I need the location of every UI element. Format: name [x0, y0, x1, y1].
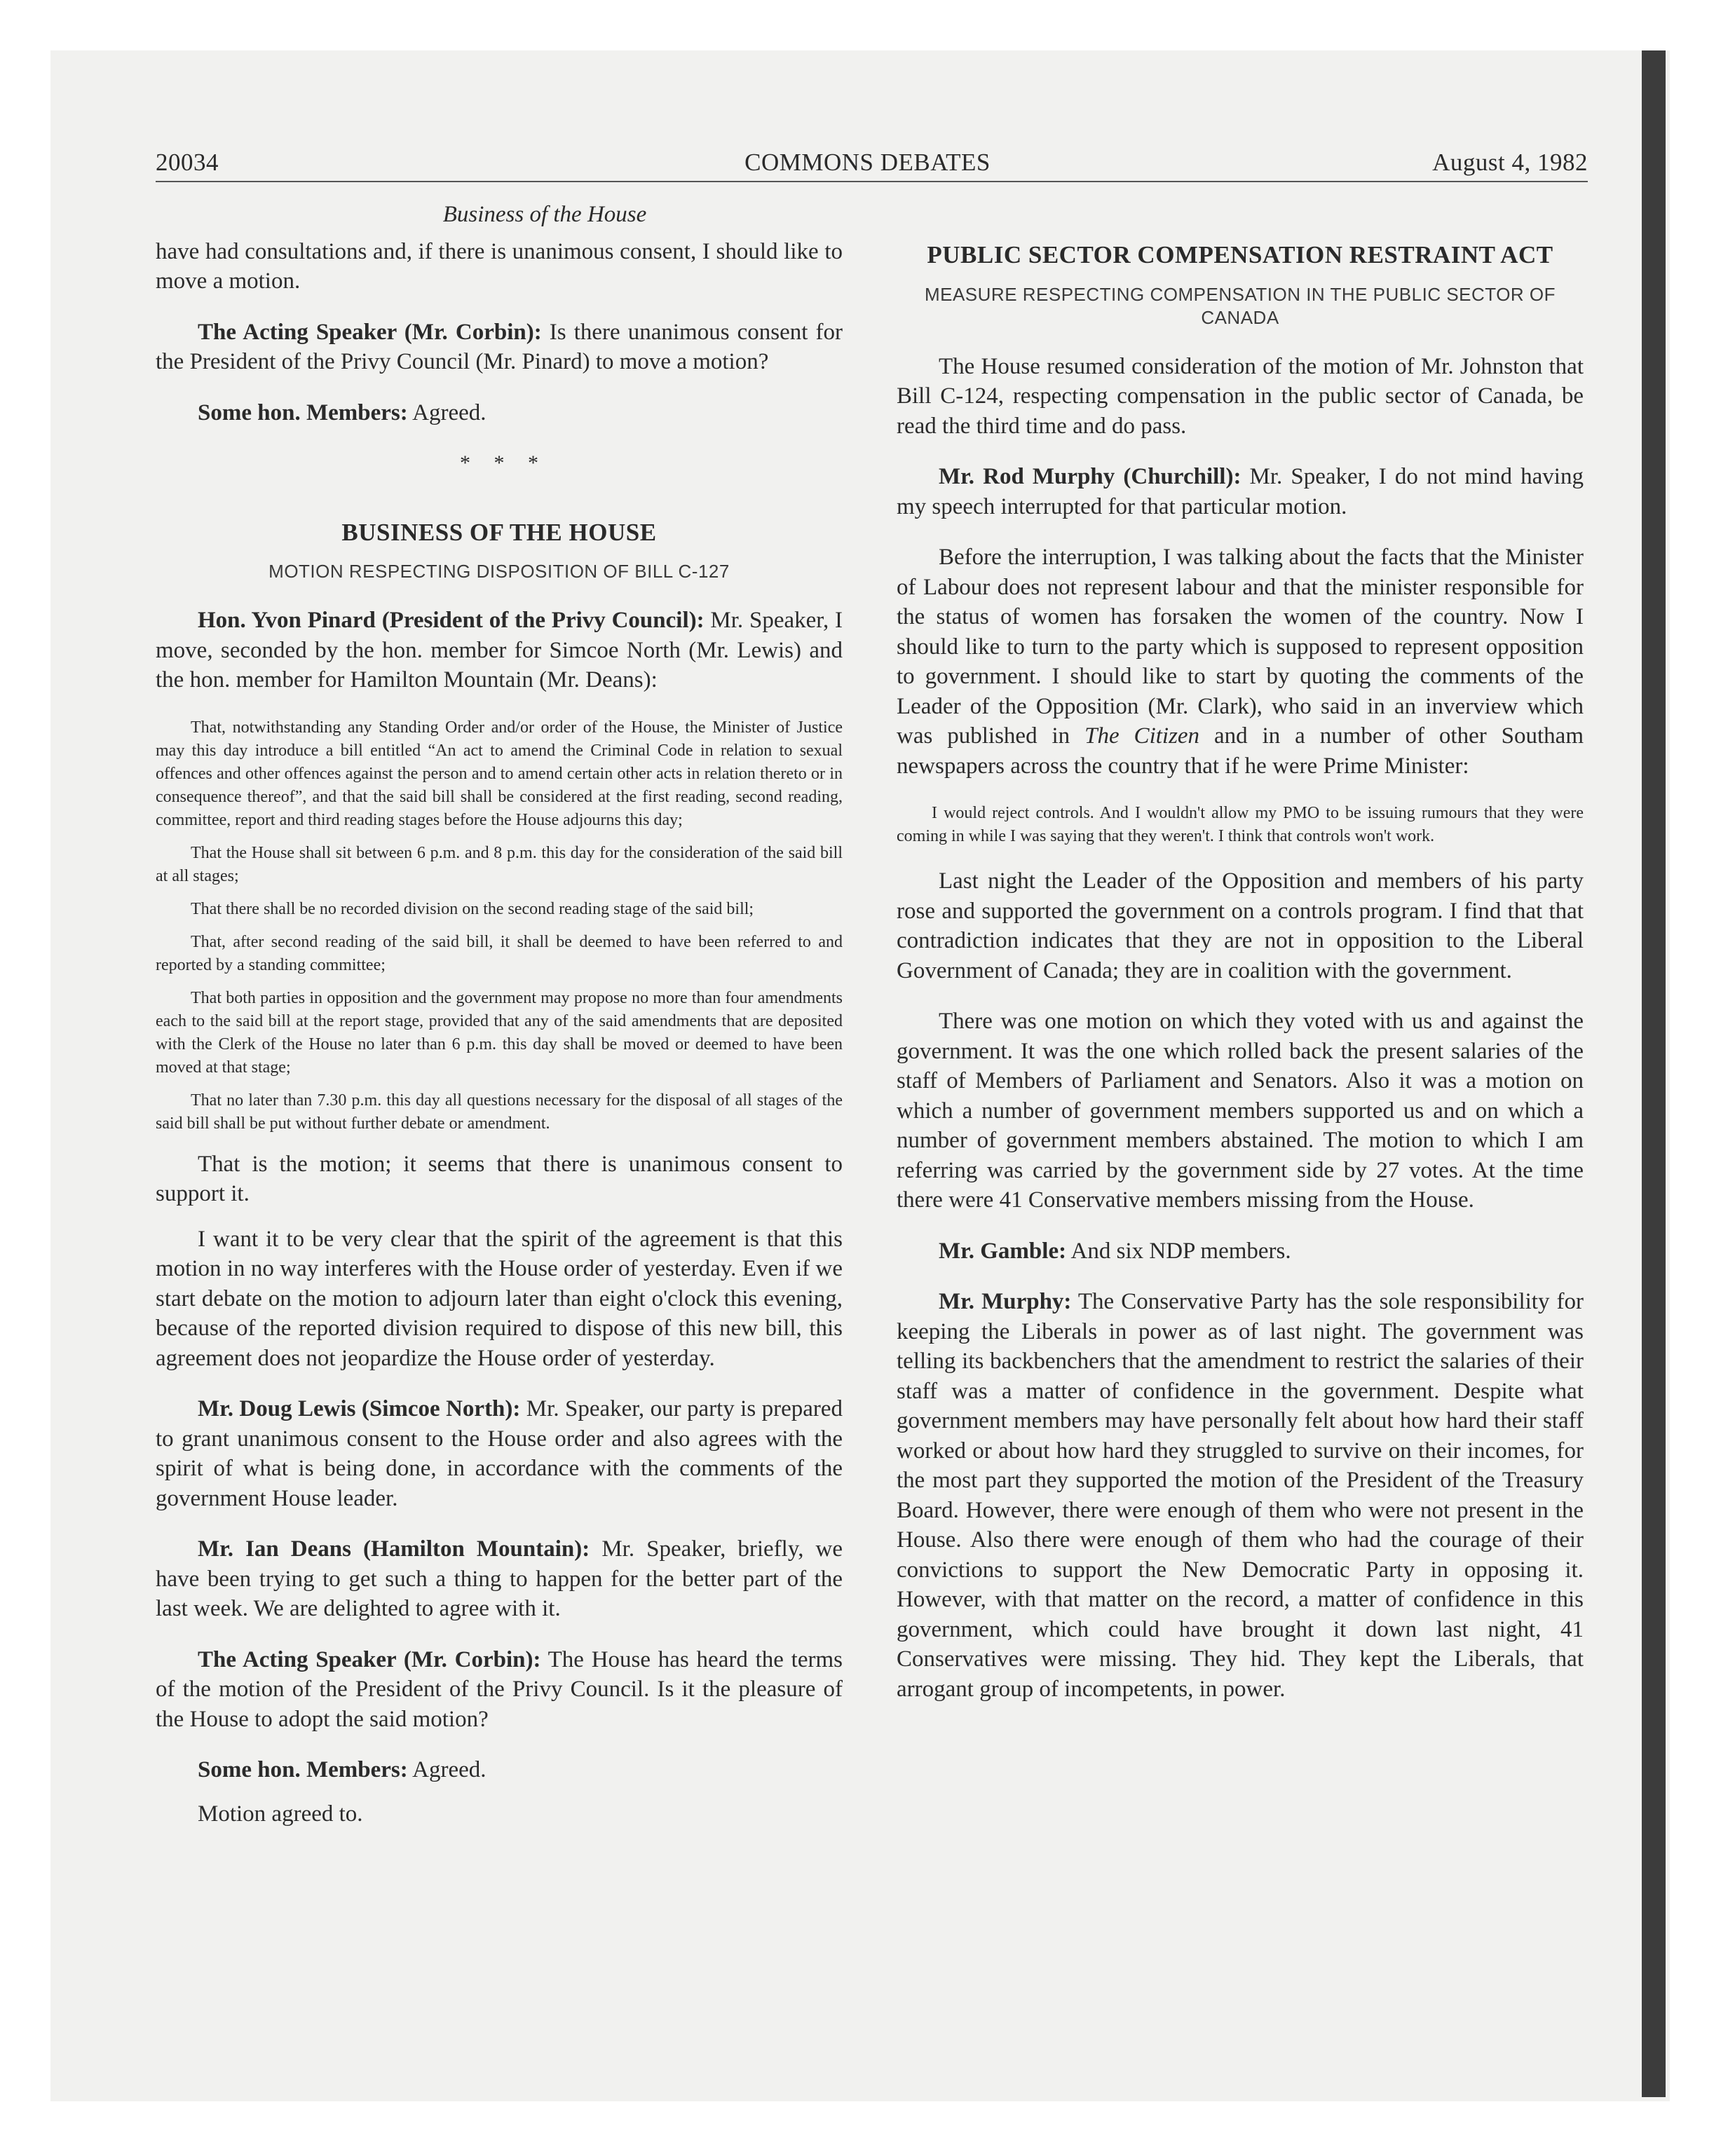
- section-heading: PUBLIC SECTOR COMPENSATION RESTRAINT ACT: [927, 241, 1553, 268]
- speaker-name: Hon. Yvon Pinard (President of the Privy Council):: [198, 608, 705, 633]
- motion-clause: That no later than 7.30 p.m. this day all questions necessary for the disposal of all stages of the said bill shall be put without further debate or amendment.: [156, 1091, 843, 1133]
- speaker-name: Mr. Doug Lewis (Simcoe North):: [198, 1396, 521, 1421]
- page-number: 20034: [156, 149, 219, 176]
- speech-paragraph: [156, 606, 843, 695]
- speaker-name: Mr. Rod Murphy (Churchill):: [939, 464, 1241, 489]
- speech-paragraph: [897, 1236, 1584, 1267]
- speech-paragraph: [156, 398, 843, 428]
- paragraph: Last night the Leader of the Opposition and members of his party rose and supported the government on a controls program. I find that that contradiction indicates that they are not in opposition to the Liberal Government of Canada; they are in coalition with the government.: [897, 868, 1584, 983]
- publication-name: The Citizen: [1084, 723, 1200, 749]
- speech-paragraph: [156, 1645, 843, 1735]
- paragraph: have had consultations and, if there is unanimous consent, I should like to move a motion.: [156, 238, 843, 294]
- speech-text: Is there unanimous consent for the President of the Privy Council (Mr. Pinard) to move a motion?: [156, 319, 843, 374]
- speaker-name: Mr. Murphy:: [939, 1289, 1072, 1314]
- motion-clause: That, after second reading of the said bill, it shall be deemed to have been referred to and reported by a standing committee;: [156, 932, 843, 974]
- running-head: Business of the House: [442, 202, 647, 227]
- page-date: August 4, 1982: [1432, 149, 1588, 176]
- speech-text: And six NDP members.: [1066, 1238, 1291, 1264]
- text-run: and in a number of other Southam newspapers across the country that if he were Prime Minister:: [897, 723, 1584, 779]
- speech-text: Agreed.: [407, 1757, 487, 1782]
- speech-text: The Conservative Party has the sole responsibility for keeping the Liberals in power as of last night. The government was telling its backbenchers that the amendment to restrict the salaries of their staff was a matter of confidence in the government. Despite what government members may have personally felt about how hard their staff worked or about how hard they struggled to survive on their incomes, for the most part they supported the motion of the President of the Treasury Board. However, there were enough of them who were not present in the House. Also there were enough of them who had the courage of their convictions to support the New Democratic Party in opposing it. However, with that matter on the record, a matter of confidence in this government, which could have brought it down last night, 41 Conservatives were missing. They hid. They kept the Liberals, that arrogant group of incompetents, in power.: [897, 1289, 1584, 1702]
- speech-text: Agreed.: [407, 400, 487, 425]
- section-subheading: MEASURE RESPECTING COMPENSATION IN THE PUBLIC SECTOR OF CANADA: [924, 283, 1556, 328]
- speech-paragraph: [897, 462, 1584, 521]
- speech-text: Mr. Speaker, I do not mind having my speech interrupted for that particular motion.: [897, 464, 1584, 519]
- speaker-name: The Acting Speaker (Mr. Corbin):: [198, 319, 542, 345]
- motion-clause: That there shall be no recorded division on the second reading stage of the said bill;: [191, 899, 754, 918]
- speaker-name: Some hon. Members:: [198, 1757, 408, 1782]
- text-run: Before the interruption, I was talking about the facts that the Minister of Labour does not represent labour and that the minister responsible for the status of women has forsaken the women of the country. Now I should like to turn to the party which is supposed to represent opposition to government. I should like to start by quoting the comments of the Leader of the Opposition (Mr. Clark), who said in an inverview which was published in: [897, 545, 1584, 749]
- speech-paragraph: [156, 1534, 843, 1624]
- speech-text: The House has heard the terms of the motion of the President of the Privy Council. Is it the pleasure of the House to adopt the said motion?: [156, 1646, 843, 1732]
- header-rule: [156, 181, 1588, 182]
- speaker-name: Some hon. Members:: [198, 400, 408, 425]
- speech-paragraph: [156, 318, 843, 377]
- speech-text: Mr. Speaker, briefly, we have been trying to get such a thing to happen for the better part of the last week. We are delighted to agree with it.: [156, 1536, 843, 1621]
- speaker-name: Mr. Ian Deans (Hamilton Mountain):: [198, 1536, 590, 1562]
- section-divider-stars: * * *: [460, 451, 538, 475]
- right-column: [897, 200, 1584, 1725]
- speech-paragraph: [156, 1394, 843, 1513]
- speech-paragraph: [156, 1755, 843, 1785]
- paragraph: Motion agreed to.: [198, 1801, 363, 1827]
- section-subheading: MOTION RESPECTING DISPOSITION OF BILL C-127: [268, 561, 730, 582]
- left-column: [156, 200, 843, 1850]
- scan-edge-shadow: [1642, 50, 1666, 2097]
- speech-paragraph: [897, 1287, 1584, 1704]
- paragraph: There was one motion on which they voted with us and against the government. It was the one which rolled back the present salaries of the staff of Members of Parliament and Senators. Also it was a motion on which a number of government members supported us and on which a number of government members abstained. The motion to which I am referring was carried by the government side by 27 votes. At the time there were 41 Conservative members missing from the House.: [897, 1009, 1584, 1213]
- motion-clause: That, notwithstanding any Standing Order and/or order of the House, the Minister of Justice may this day introduce a bill entitled “An act to amend the Criminal Code in relation to sexual offences and other offences against the person and to amend certain other acts in relation thereto or in consequence thereof”, and that the said bill shall be considered at the first reading, second reading, committee, report and third reading stages before the House adjourns this day;: [156, 718, 843, 829]
- speech-text: Mr. Speaker, I move, seconded by the hon. member for Simcoe North (Mr. Lewis) and the hon. member for Hamilton Mountain (Mr. Deans):: [156, 608, 843, 692]
- paragraph: [897, 543, 1584, 781]
- paragraph: That is the motion; it seems that there is unanimous consent to support it.: [156, 1151, 843, 1206]
- speaker-name: The Acting Speaker (Mr. Corbin):: [198, 1646, 541, 1672]
- publication-title: COMMONS DEBATES: [744, 149, 991, 176]
- section-heading: BUSINESS OF THE HOUSE: [341, 518, 657, 546]
- speech-text: Mr. Speaker, our party is prepared to grant unanimous consent to the House order and also agrees with the spirit of what is being done, in accordance with the comments of the government House leader.: [156, 1396, 843, 1511]
- motion-clause: That the House shall sit between 6 p.m. and 8 p.m. this day for the consideration of the said bill at all stages;: [156, 843, 843, 885]
- paragraph: I want it to be very clear that the spirit of the agreement is that this motion in no way interferes with the House order of yesterday. Even if we start debate on the motion to adjourn later than eight o'clock this evening, because of the reported division required to dispose of this new bill, this agreement does not jeopardize the House order of yesterday.: [156, 1226, 843, 1371]
- speaker-name: Mr. Gamble:: [939, 1238, 1067, 1264]
- motion-clause: That both parties in opposition and the government may propose no more than four amendments each to the said bill at the report stage, provided that any of the said amendments that are deposited with the Clerk of the House no later than 6 p.m. this day shall be moved or deemed to have been moved at that stage;: [156, 988, 843, 1077]
- paragraph: The House resumed consideration of the motion of Mr. Johnston that Bill C-124, respecting compensation in the public sector of Canada, be read the third time and do pass.: [897, 353, 1584, 439]
- block-quote: I would reject controls. And I wouldn't allow my PMO to be issuing rumours that they were coming in while I was saying that they weren't. I think that controls won't work.: [897, 804, 1584, 845]
